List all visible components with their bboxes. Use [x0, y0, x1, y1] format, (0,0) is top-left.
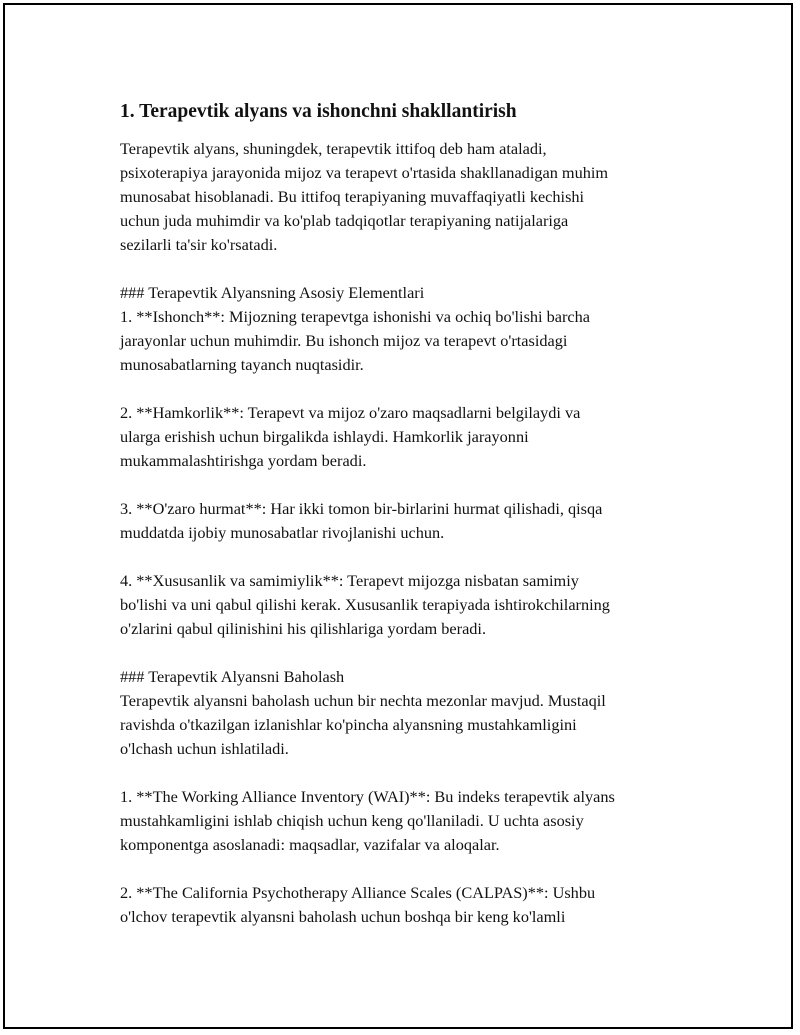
paragraph-intro: [120, 137, 700, 257]
document-page: [3, 3, 793, 1029]
document-title: 1. Terapevtik alyans va ishonchni shakllantirish: [120, 101, 517, 122]
text-line: uchun juda muhimdir va ko'plab tadqiqotlar terapiyaning natijalariga: [120, 211, 569, 230]
document-content: [120, 100, 700, 953]
text-line: mukammalashtirishga yordam beradi.: [120, 451, 367, 470]
paragraph-wai: [120, 785, 700, 857]
text-line: munosabat hisoblanadi. Bu ittifoq terapiyaning muvaffaqiyatli kechishi: [120, 187, 585, 206]
text-line: ravishda o'tkazilgan izlanishlar ko'pincha alyansning mustahkamligini: [120, 715, 577, 734]
text-line: o'lchash uchun ishlatiladi.: [120, 739, 289, 758]
text-line: bo'lishi va uni qabul qilishi kerak. Xususanlik terapiyada ishtirokchilarning: [120, 595, 610, 614]
text-line: mustahkamligini ishlab chiqish uchun keng qo'llaniladi. U uchta asosiy: [120, 811, 584, 830]
text-line: muddatda ijobiy munosabatlar rivojlanishi uchun.: [120, 523, 445, 542]
paragraph-sincerity: [120, 569, 700, 641]
text-line: komponentga asoslanadi: maqsadlar, vazifalar va aloqalar.: [120, 835, 500, 854]
text-line: 2. **Hamkorlik**: Terapevt va mijoz o'zaro maqsadlarni belgilaydi va: [120, 403, 581, 422]
paragraph-mutual-respect: [120, 497, 700, 545]
text-line: 3. **O'zaro hurmat**: Har ikki tomon bir-birlarini hurmat qilishadi, qisqa: [120, 499, 603, 518]
section-heading: ### Terapevtik Alyansning Asosiy Elementlari: [120, 283, 425, 302]
text-line: psixoterapiya jarayonida mijoz va terapevt o'rtasida shakllanadigan muhim: [120, 163, 609, 182]
text-line: o'lchov terapevtik alyansni baholash uchun boshqa bir keng ko'lamli: [120, 907, 566, 926]
text-line: 4. **Xususanlik va samimiylik**: Terapevt mijozga nisbatan samimiy: [120, 571, 579, 590]
text-line: 1. **The Working Alliance Inventory (WAI)**: Bu indeks terapevtik alyans: [120, 787, 615, 806]
text-line: jarayonlar uchun muhimdir. Bu ishonch mijoz va terapevt o'rtasidagi: [120, 331, 568, 350]
text-line: Terapevtik alyans, shuningdek, terapevtik ittifoq deb ham ataladi,: [120, 139, 547, 158]
text-line: ularga erishish uchun birgalikda ishlaydi. Hamkorlik jarayonni: [120, 427, 529, 446]
text-line: munosabatlarning tayanch nuqtasidir.: [120, 355, 364, 374]
text-line: 2. **The California Psychotherapy Alliance Scales (CALPAS)**: Ushbu: [120, 883, 596, 902]
section-heading: ### Terapevtik Alyansni Baholash: [120, 667, 345, 686]
text-line: sezilarli ta'sir ko'rsatadi.: [120, 235, 278, 254]
paragraph-calpas: [120, 881, 700, 929]
paragraph-cooperation: [120, 401, 700, 473]
text-line: 1. **Ishonch**: Mijozning terapevtga ishonishi va ochiq bo'lishi barcha: [120, 307, 591, 326]
paragraph-evaluation: [120, 665, 700, 761]
text-line: o'zlarini qabul qilinishini his qilishlariga yordam beradi.: [120, 619, 487, 638]
text-line: Terapevtik alyansni baholash uchun bir nechta mezonlar mavjud. Mustaqil: [120, 691, 606, 710]
paragraph-elements-trust: [120, 281, 700, 377]
